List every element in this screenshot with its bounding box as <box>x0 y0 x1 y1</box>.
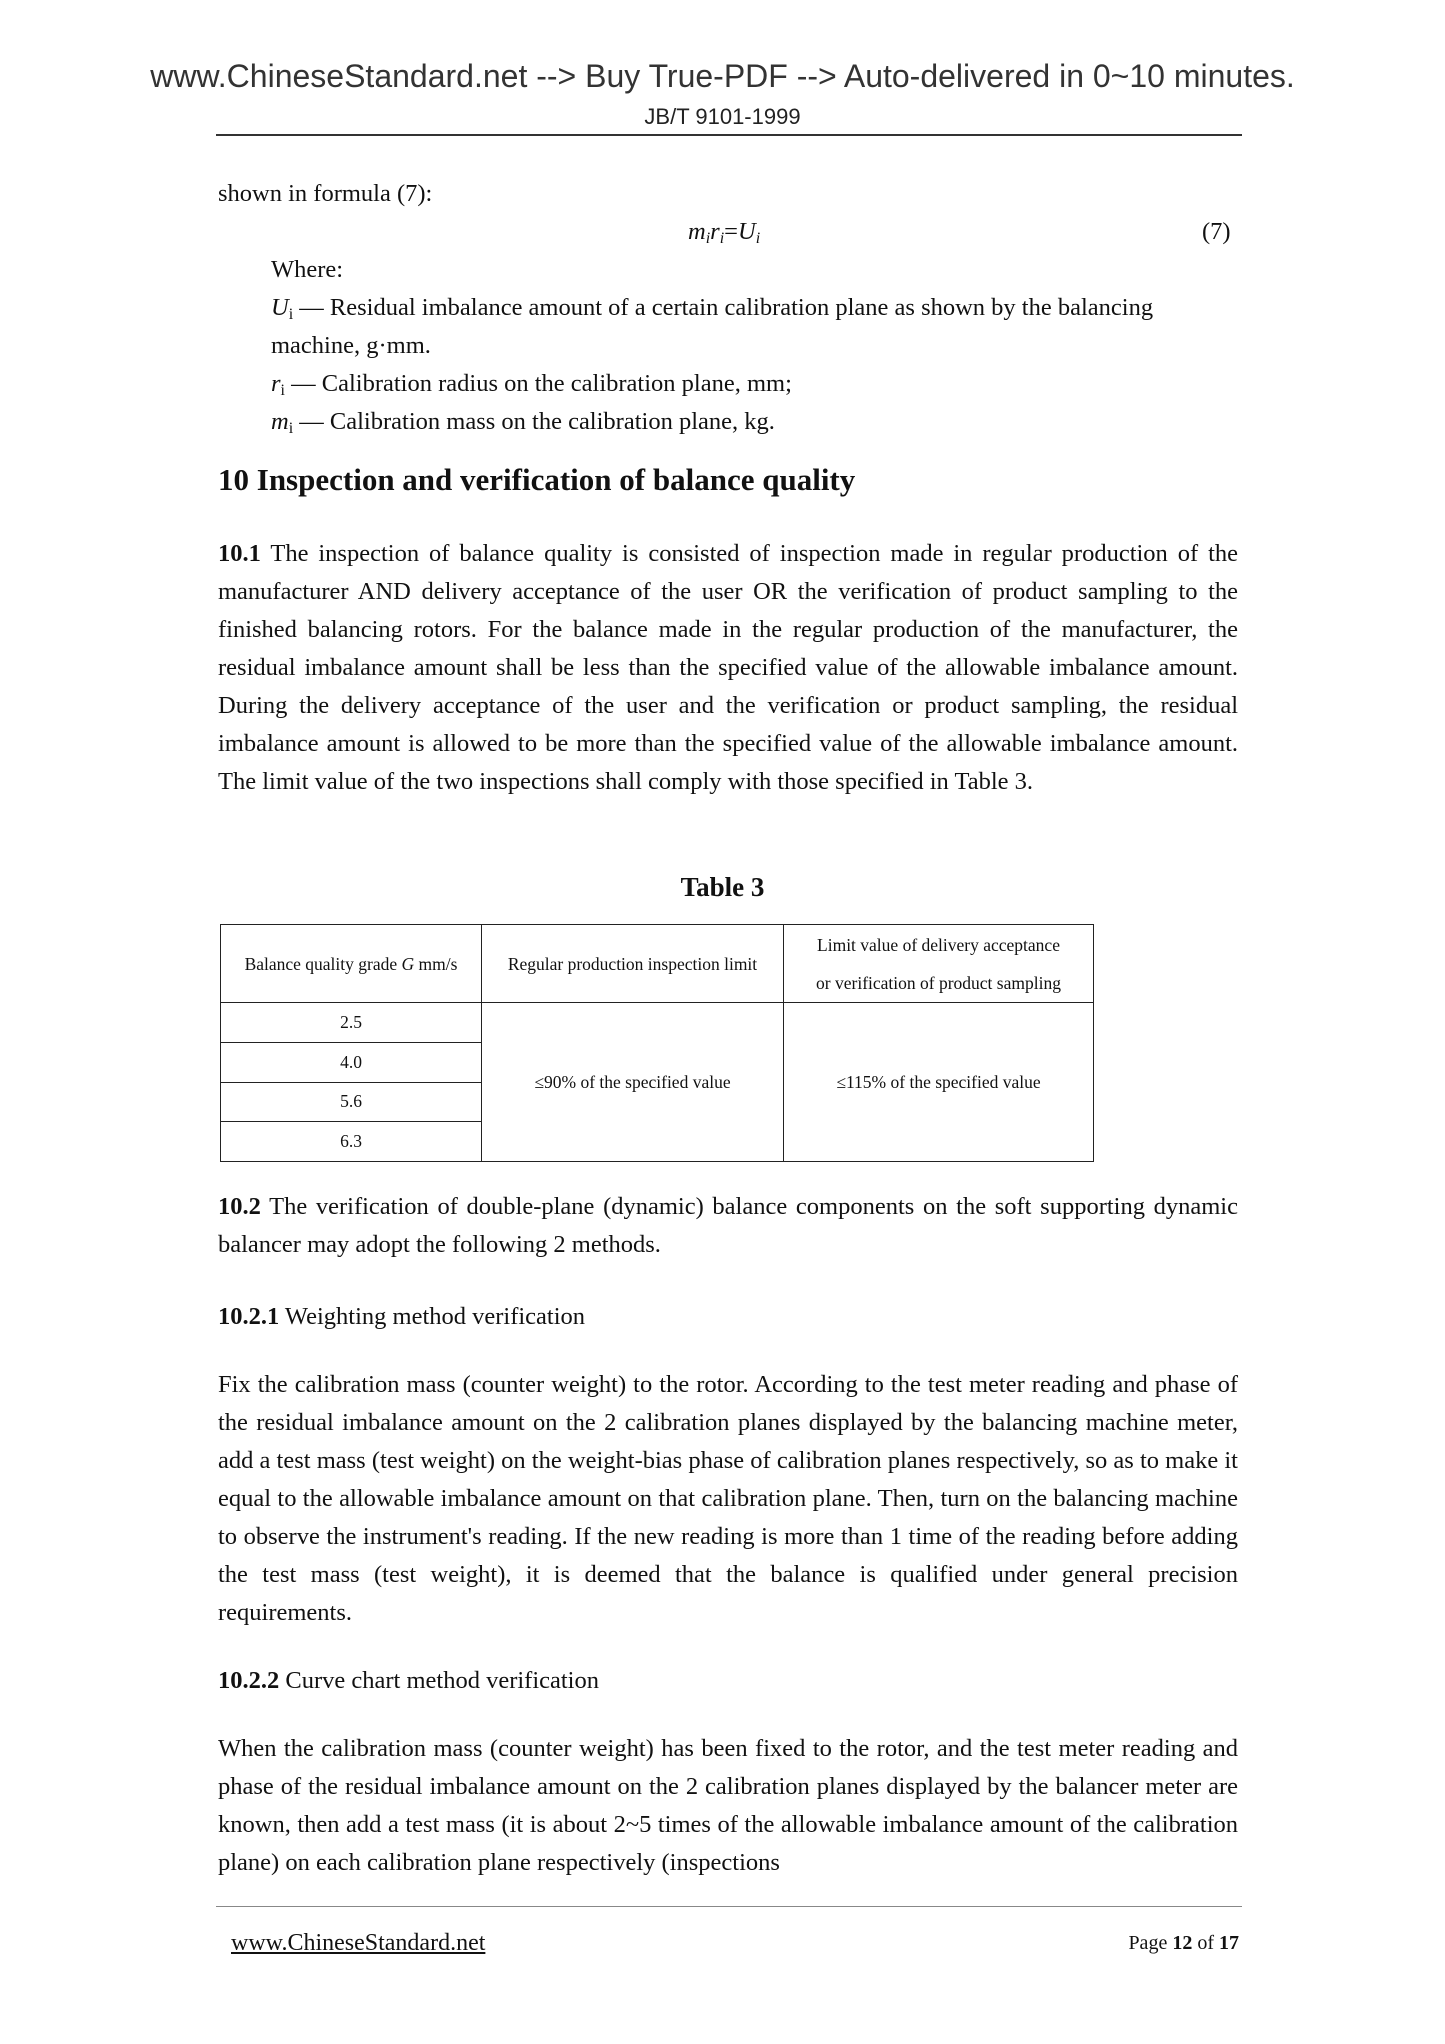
section-heading: 10 Inspection and verification of balance quality <box>218 462 856 497</box>
grade-cell: 6.3 <box>221 1122 482 1162</box>
footer-divider <box>216 1906 1242 1907</box>
footer-link[interactable]: www.ChineseStandard.net <box>231 1930 486 1956</box>
definition-r: $r_i$ — Calibration radius on the calibration plane, mm; <box>271 370 792 399</box>
definition-u-continued: machine, g·mm. <box>271 332 431 359</box>
standard-number: JB/T 9101-1999 <box>644 104 801 129</box>
paragraph-10-2-1-body: Fix the calibration mass (counter weight) to the rotor. According to the test meter reading and phase of the residual imbalance amount on the 2 calibration planes displayed by the balancing machine meter, add a test mass (test weight) on the weight-bias phase of calibration planes respectively, so as to make it equal to the allowable imbalance amount on that calibration plane. Then, turn on the balancing machine to observe the instrument's reading. If the new reading is more than 1 time of the reading before adding the test mass (test weight), it is deemed that the balance is qualified under general precision requirements. <box>218 1371 1238 1626</box>
definition-m: $m_i$ — Calibration mass on the calibration plane, kg. <box>271 408 775 437</box>
header-grade: Balance quality grade G mm/s <box>221 925 482 1003</box>
paragraph-10-2-1: 10.2.1 Weighting method verification <box>218 1303 586 1330</box>
delivery-limit-cell: ≤115% of the specified value <box>784 1003 1094 1162</box>
page-number: Page 12 of 17 <box>1128 1932 1239 1954</box>
paragraph-10-2-2: 10.2.2 Curve chart method verification <box>218 1667 599 1694</box>
table-row <box>221 1003 1094 1043</box>
where-label: Where: <box>271 256 344 283</box>
header-divider <box>216 134 1242 136</box>
grade-cell: 4.0 <box>221 1042 482 1082</box>
intro-line: shown in formula (7): <box>218 180 433 207</box>
paragraph-10-1: 10.1 The inspection of balance quality is consisted of inspection made in regular production of the manufacturer AND delivery acceptance of the user OR the verification of product sampling to the finished balancing rotors. For the balance made in the regular production of the manufacturer, the residual imbalance amount shall be less than the specified value of the allowable imbalance amount. During the delivery acceptance of the user and the verification or product sampling, the residual imbalance amount is allowed to be more than the specified value of the allowable imbalance amount. The limit value of the two inspections shall comply with those specified in Table 3. <box>218 540 1238 795</box>
header-banner[interactable]: www.ChineseStandard.net --> Buy True-PDF --> Auto-delivered in 0~10 minutes. <box>150 58 1295 94</box>
table-header-row <box>221 925 1094 1003</box>
table-title: Table 3 <box>680 872 765 902</box>
formula-number: (7) <box>1202 218 1231 245</box>
grade-cell: 2.5 <box>221 1003 482 1043</box>
paragraph-10-2-2-body: When the calibration mass (counter weight) has been fixed to the rotor, and the test meter reading and phase of the residual imbalance amount on the 2 calibration planes displayed by the balancer meter are known, then add a test mass (it is about 2~5 times of the allowable imbalance amount of the calibration plane) on each calibration plane respectively (inspections <box>218 1735 1238 1876</box>
definition-u: $U_i$ — Residual imbalance amount of a certain calibration plane as shown by the balancing <box>271 294 1154 323</box>
header-regular-limit: Regular production inspection limit <box>482 925 784 1003</box>
table-3 <box>220 924 1094 1162</box>
formula-7: $m_ir_i=U_i$ <box>688 218 761 247</box>
regular-limit-cell: ≤90% of the specified value <box>482 1003 784 1162</box>
header-delivery-limit: Limit value of delivery acceptance or verification of product sampling <box>784 925 1094 1003</box>
grade-cell: 5.6 <box>221 1082 482 1122</box>
paragraph-10-2: 10.2 The verification of double-plane (dynamic) balance components on the soft supporting dynamic balancer may adopt the following 2 methods. <box>218 1193 1238 1258</box>
